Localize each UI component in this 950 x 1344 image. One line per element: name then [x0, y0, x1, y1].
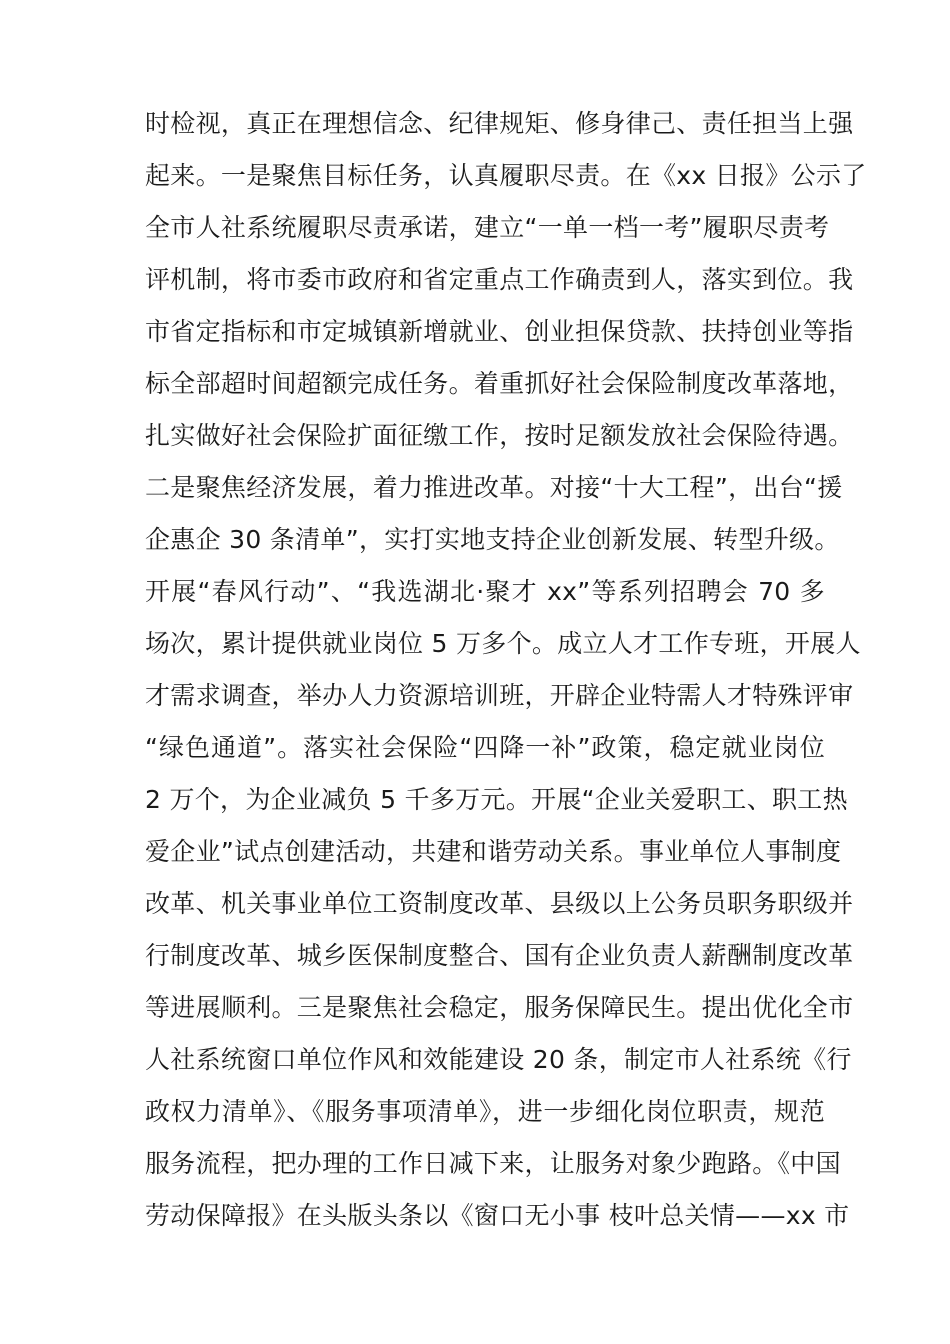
text-line: 二是聚焦经济发展，着力推进改革。对接“十大工程”，出台“援 [145, 473, 843, 502]
text-line: 标全部超时间超额完成任务。着重抓好社会保险制度改革落地， [145, 369, 854, 398]
text-line: 行制度改革、城乡医保制度整合、国有企业负责人薪酬制度改革 [145, 941, 854, 970]
text-line: 时检视，真正在理想信念、纪律规矩、修身律己、责任担当上强 [145, 109, 854, 138]
text-line: 评机制，将市委市政府和省定重点工作确责到人，落实到位。我 [145, 265, 854, 294]
text-line: 全市人社系统履职尽责承诺，建立“一单一档一考”履职尽责考 [145, 213, 830, 242]
text-line: 企惠企 30 条清单”，实打实地支持企业创新发展、转型升级。 [145, 525, 840, 554]
text-line: “绿色通道”。落实社会保险“四降一补”政策，稳定就业岗位 [145, 733, 825, 762]
text-line: 等进展顺利。三是聚焦社会稳定，服务保障民生。提出优化全市 [145, 993, 854, 1022]
text-line: 开展“春风行动”、“我选湖北·聚才 xx”等系列招聘会 70 多 [145, 577, 825, 606]
body-text [145, 98, 867, 1242]
text-line: 政权力清单》、《服务事项清单》，进一步细化岗位职责，规范 [145, 1097, 825, 1126]
text-line: 劳动保障报》在头版头条以《窗口无小事 枝叶总关情——xx 市 [145, 1201, 850, 1230]
text-line: 改革、机关事业单位工资制度改革、县级以上公务员职务职级并 [145, 889, 854, 918]
text-line: 服务流程，把办理的工作日减下来，让服务对象少跑路。《中国 [145, 1149, 841, 1178]
text-line: 才需求调查，举办人力资源培训班，开辟企业特需人才特殊评审 [145, 681, 854, 710]
text-line: 爱企业”试点创建活动，共建和谐劳动关系。事业单位人事制度 [145, 837, 842, 866]
text-line: 场次，累计提供就业岗位 5 万多个。成立人才工作专班，开展人 [145, 629, 861, 658]
text-line: 市省定指标和市定城镇新增就业、创业担保贷款、扶持创业等指 [145, 317, 854, 346]
text-line: 扎实做好社会保险扩面征缴工作，按时足额发放社会保险待遇。 [145, 421, 854, 450]
text-line: 2 万个，为企业减负 5 千多万元。开展“企业关爱职工、职工热 [145, 785, 848, 814]
text-line: 起来。一是聚焦目标任务，认真履职尽责。在《xx 日报》公示了 [145, 161, 867, 190]
text-line: 人社系统窗口单位作风和效能建设 20 条，制定市人社系统《行 [145, 1045, 852, 1074]
